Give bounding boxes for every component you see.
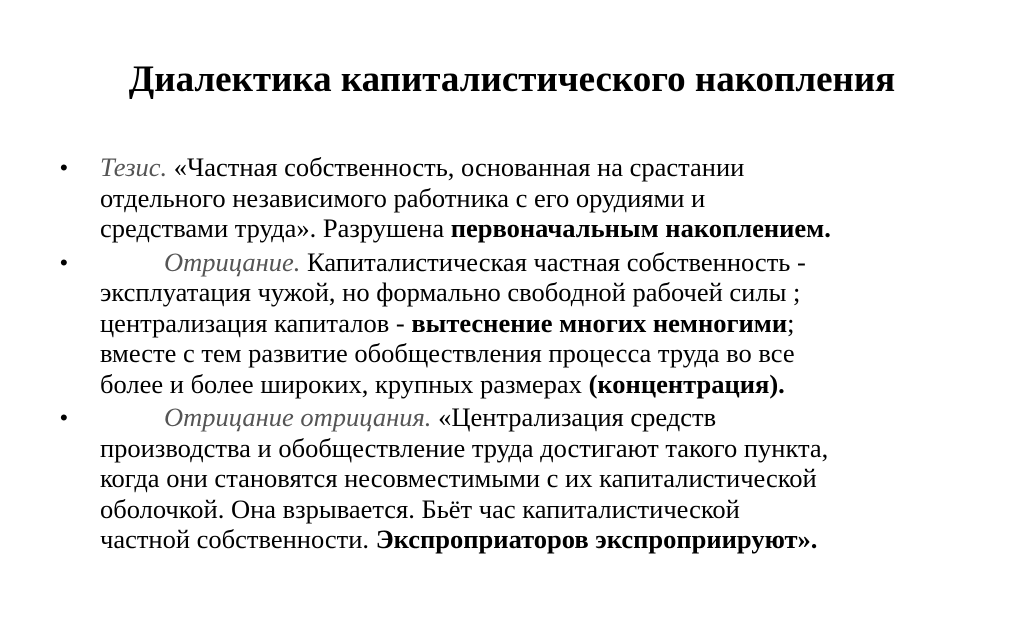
text-line <box>100 524 970 555</box>
italic-term: Тезис. <box>100 152 168 182</box>
bold-phrase: вытеснение многих немногими <box>411 307 788 338</box>
slide-title: Диалектика капиталистического накопления <box>128 59 896 100</box>
text-line <box>100 402 970 433</box>
line-text: ; <box>787 307 795 338</box>
bullet-dot-icon: • <box>60 249 68 275</box>
text-line <box>100 433 970 464</box>
bullet-item-thesis <box>0 152 1024 244</box>
bold-phrase: Экспроприаторов экспроприируют». <box>375 524 818 554</box>
bold-phrase: первоначальным накоплением. <box>450 213 831 243</box>
line-text: Капиталистическая частная собственность - <box>300 246 806 277</box>
bullet-item-negation-of-negation <box>0 402 1024 555</box>
line-text: «Централизация средств <box>431 402 717 432</box>
text-line <box>100 369 970 400</box>
italic-term: Отрицание. <box>164 246 301 277</box>
line-text: эксплуатация чужой, но формально свободной рабочей силы ; <box>100 277 801 307</box>
text-line <box>100 494 970 525</box>
bullet-item-negation <box>0 247 1024 400</box>
line-text: частной собственности. <box>100 524 376 554</box>
bullet-dot-icon: • <box>60 405 68 430</box>
text-line <box>100 213 970 244</box>
line-text: вместе с тем развитие обобществления процесса труда во все <box>100 338 795 368</box>
italic-term: Отрицание отрицания. <box>164 402 432 432</box>
text-line <box>100 308 970 339</box>
line-text: средствами труда». Разрушена <box>100 213 451 243</box>
bullet-dot-icon: • <box>60 155 68 180</box>
bullet-text <box>100 402 970 555</box>
line-text: централизация капиталов - <box>100 307 412 338</box>
bullet-list <box>0 152 1024 558</box>
line-text: производства и обобществление труда достигают такого пункта, <box>100 432 829 463</box>
bullet-text <box>100 247 970 400</box>
text-line <box>100 338 970 369</box>
line-text: оболочкой. Она взрывается. Бьёт час капиталистической <box>100 493 740 524</box>
text-line <box>100 247 970 278</box>
line-text: более и более широких, крупных размерах <box>100 368 589 399</box>
line-text: когда они становятся несовместимыми с их капиталистической <box>100 463 817 493</box>
text-line <box>100 152 970 183</box>
bold-phrase: (концентрация). <box>588 368 785 399</box>
line-text: «Частная собственность, основанная на срастании <box>167 152 745 182</box>
bullet-text <box>100 152 970 244</box>
text-line <box>100 277 970 308</box>
text-line <box>100 183 970 214</box>
line-text: отдельного независимого работника с его орудиями и <box>100 182 706 213</box>
text-line <box>100 463 970 494</box>
